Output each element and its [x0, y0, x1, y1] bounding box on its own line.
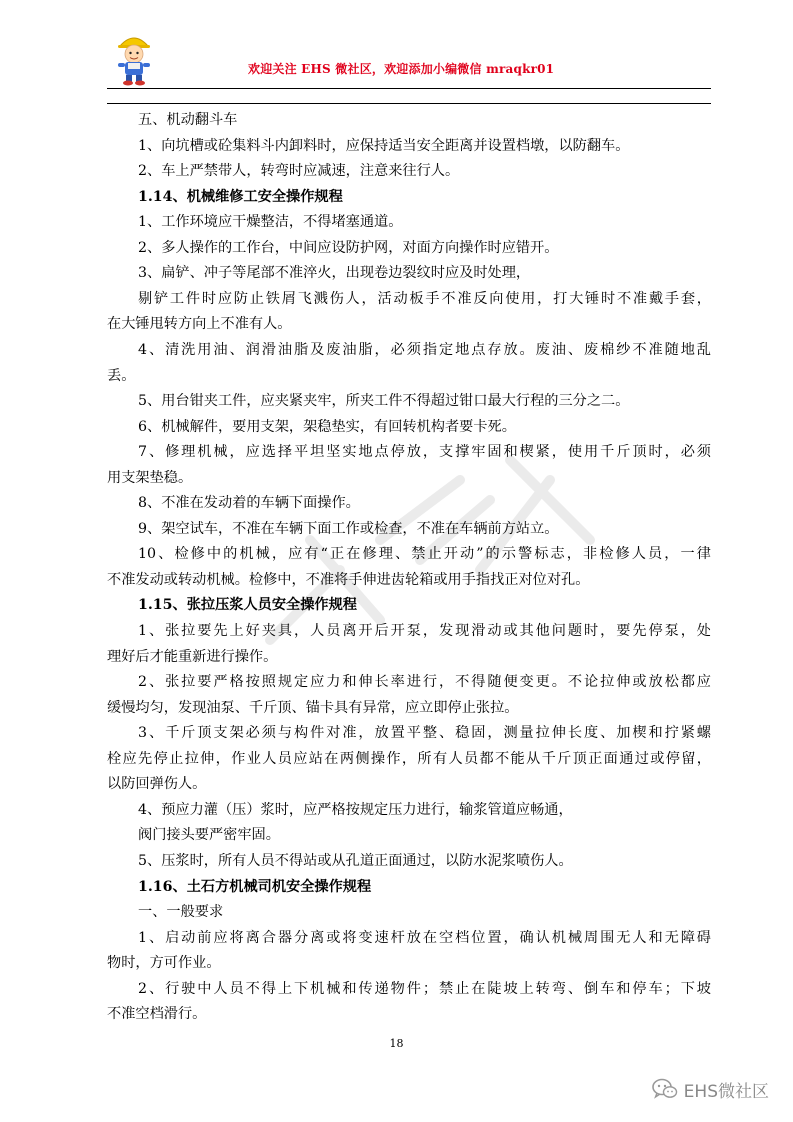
text-line: 缓慢均匀，发现油泵、千斤顶、锚卡具有异常，应立即停止张拉。: [107, 699, 519, 716]
footer-brand-label: EHS微社区: [683, 1081, 769, 1102]
text-line: 在大锤甩转方向上不准有人。: [107, 316, 292, 333]
text-line: 10、检修中的机械，应有“正在修理、禁止开动”的示警标志，非检修人员，一律: [138, 546, 711, 563]
text-line: 物时，方可作业。: [107, 955, 221, 972]
text-line: 5、用台钳夹工件，应夹紧夹牢，所夹工件不得超过钳口最大行程的三分之二。: [138, 393, 630, 410]
wechat-icon: [652, 1078, 678, 1100]
text-line: 4、清洗用油、润滑油脂及废油脂，必须指定地点存放。废油、废棉纱不准随地乱: [138, 341, 711, 358]
text-line: 一、一般要求: [138, 904, 224, 921]
text-line: 3、千斤顶支架必须与构件对准，放置平整、稳固，测量拉伸长度、加楔和拧紧螺: [138, 725, 711, 742]
text-line: 1、工作环境应干燥整洁，不得堵塞通道。: [138, 214, 403, 231]
text-line: 5、压浆时，所有人员不得站或从孔道正面通过，以防水泥浆喷伤人。: [138, 852, 573, 869]
text-line: 2、张拉要严格按照规定应力和伸长率进行，不得随便变更。不论拉伸或放松都应: [138, 674, 711, 691]
text-line: 1、向坑槽或砼集料斗内卸料时，应保持适当安全距离并设置档墩，以防翻车。: [138, 137, 630, 154]
text-line: 剔铲工件时应防止铁屑飞溅伤人，活动板手不准反向使用，打大锤时不准戴手套，: [138, 290, 711, 307]
section-heading: 1.15、张拉压浆人员安全操作规程: [138, 597, 357, 614]
text-line: 理好后才能重新进行操作。: [107, 648, 278, 665]
text-line: 丢。: [107, 367, 136, 384]
text-line: 6、机械解件，要用支架，架稳垫实，有回转机构者要卡死。: [138, 418, 516, 435]
text-line: 2、行驶中人员不得上下机械和传递物件；禁止在陡坡上转弯、倒车和停车；下坡: [138, 980, 711, 997]
text-line: 五、机动翻斗车: [138, 112, 238, 128]
text-line: 8、不准在发动着的车辆下面操作。: [138, 495, 360, 512]
text-line: 1、启动前应将离合器分离或将变速杆放在空档位置，确认机械周围无人和无障碍: [138, 929, 711, 946]
cartoon-worker-icon: [112, 30, 156, 86]
text-line: 不准发动或转动机械。检修中，不准将手伸进齿轮箱或用手指找正对位对孔。: [107, 571, 590, 588]
text-line: 1、张拉要先上好夹具，人员离开后开泵，发现滑动或其他问题时，要先停泵，处: [138, 623, 711, 639]
header-banner: 欢迎关注 EHS 微社区，欢迎添加小编微信 mraqkr01: [248, 62, 555, 76]
text-line: 2、多人操作的工作台，中间应设防护网，对面方向操作时应错开。: [138, 239, 559, 256]
text-line: 阀门接头要严密牢固。: [138, 827, 280, 844]
text-line: 3、扁铲、冲子等尾部不准淬火，出现卷边裂纹时应及时处理，: [138, 265, 531, 282]
section-heading: 1.14、机械维修工安全操作规程: [138, 188, 343, 205]
text-line: 2、车上严禁带人，转弯时应减速，注意来往行人。: [138, 163, 460, 180]
section-heading: 1.16、土石方机械司机安全操作规程: [138, 878, 372, 895]
text-line: 7、修理机械，应选择平坦坚实地点停放，支撑牢固和楔紧，使用千斤顶时，必须: [138, 444, 711, 461]
text-line: 4、预应力灌（压）浆时，应严格按规定压力进行，输浆管道应畅通，: [138, 801, 573, 818]
header-divider-lower: [107, 103, 711, 104]
page-number: 18: [389, 1037, 404, 1050]
text-line: 不准空档滑行。: [107, 1006, 207, 1023]
text-line: 栓应先停止拉伸，作业人员应站在两侧操作，所有人员都不能从千斤顶正面通过或停留，: [107, 750, 711, 767]
header-divider: [107, 88, 711, 89]
footer-brand: [652, 1076, 769, 1102]
text-line: 以防回弹伤人。: [107, 776, 207, 793]
text-line: 9、架空试车，不准在车辆下面工作或检查，不准在车辆前方站立。: [138, 520, 559, 537]
text-line: 用支架垫稳。: [107, 469, 193, 486]
